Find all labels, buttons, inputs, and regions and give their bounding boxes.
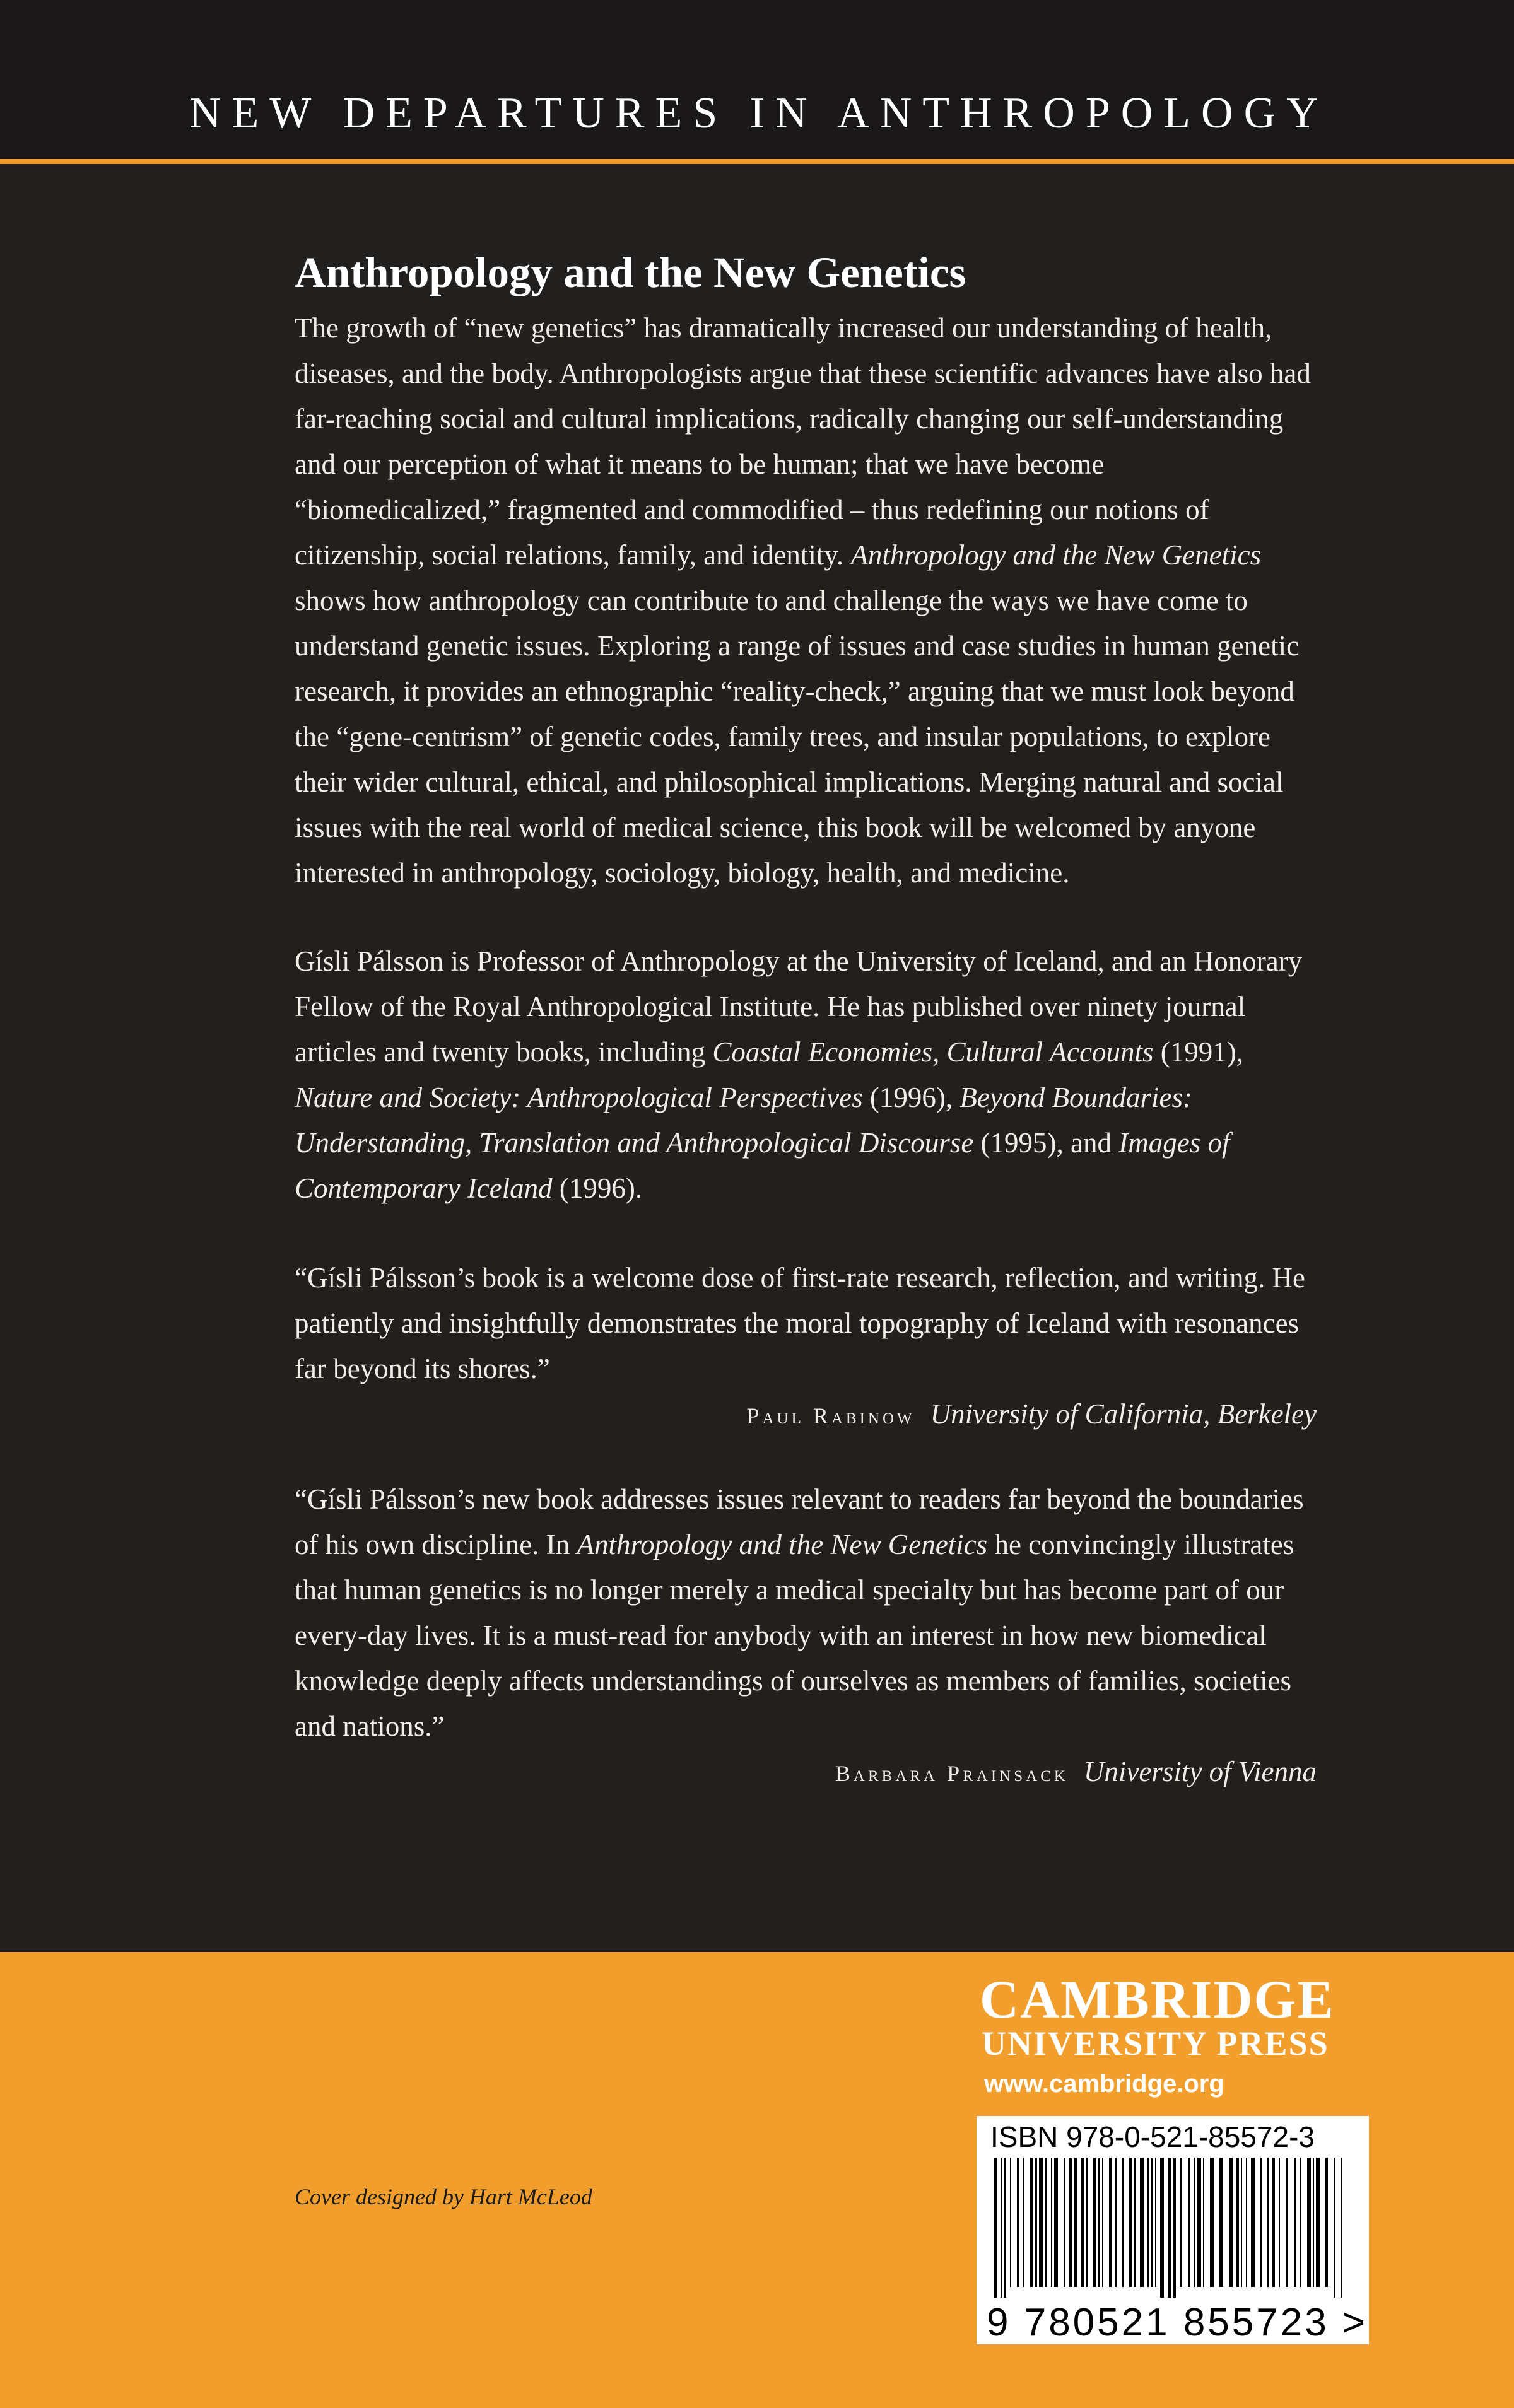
- barcode-bar: [1279, 2158, 1280, 2287]
- barcode-bar: [1229, 2158, 1233, 2287]
- publisher-logo-subname: UNIVERSITY PRESS: [982, 2025, 1329, 2062]
- endorser-name: Barbara Prainsack: [835, 1761, 1069, 1786]
- barcode-bar: [1236, 2158, 1239, 2287]
- barcode-bar: [1188, 2158, 1190, 2287]
- barcode-bar: [1054, 2158, 1058, 2287]
- publisher-url: www.cambridge.org: [984, 2070, 1224, 2098]
- endorsement-attribution-1: [295, 1391, 1317, 1439]
- barcode-bar: [1017, 2158, 1019, 2287]
- barcode-bar: [1102, 2158, 1103, 2287]
- barcode-bar: [1173, 2158, 1176, 2298]
- text-run: shows how anthropology can contribute to and challenge the ways we have come to understand genetic issues. Exploring a range of issues and case studies in human genetic research, it provides an ethnographic “reality-check,” arguing that we must look beyond the “gene-centrism” of genetic codes, family trees, and insular populations, to explore their wider cultural, ethical, and philosophical implications. Merging natural and social issues with the real world of medical science, this book will be welcomed by anyone interested in anthropology, sociology, biology, health, and medicine.: [295, 585, 1300, 889]
- barcode-bar: [1203, 2158, 1204, 2287]
- barcode-bar: [1334, 2158, 1335, 2298]
- barcode-bar: [1307, 2158, 1311, 2287]
- barcode-bar: [1069, 2158, 1072, 2287]
- barcode-bar: [1246, 2158, 1247, 2287]
- barcode-bar: [1155, 2158, 1156, 2287]
- barcode-bar: [1180, 2158, 1182, 2287]
- barcode-bar: [1260, 2158, 1262, 2287]
- barcode-bar: [1168, 2158, 1171, 2298]
- text-run: (1995), and: [973, 1127, 1119, 1159]
- endorser-affiliation: University of California, Berkeley: [930, 1398, 1317, 1430]
- isbn-barcode: [977, 2116, 1369, 2344]
- barcode-bar: [1313, 2158, 1314, 2287]
- series-rule: [0, 159, 1514, 164]
- text-run: The growth of “new genetics” has dramatically increased our understanding of health, diseases, and the body. Anthropologists argue that these scientific advances have also had far-reaching social and cultural implications, radically changing our self-understanding and our perception of what it means to be human; that we have become “biomedicalized,” fragmented and commodified – thus redefining our notions of citizenship, social relations, family, and identity.: [295, 312, 1311, 571]
- series-title: NEW DEPARTURES IN ANTHROPOLOGY: [189, 89, 1329, 137]
- barcode-bar: [1272, 2158, 1275, 2287]
- barcode-bar: [1001, 2158, 1002, 2298]
- barcode-digits: 9 780521 855723 >: [987, 2301, 1368, 2344]
- endorsement-quote-1: [295, 1255, 1317, 1391]
- barcode-bar: [1300, 2158, 1301, 2287]
- barcode-bar: [1045, 2158, 1047, 2287]
- barcode-bar: [1115, 2158, 1117, 2287]
- book-description: [295, 305, 1317, 896]
- barcode-bar: [1122, 2158, 1124, 2287]
- barcode-bar: [1194, 2158, 1195, 2287]
- barcode-bar: [1160, 2158, 1164, 2298]
- barcode-bar: [1316, 2158, 1320, 2287]
- barcode-bars: [983, 2158, 1363, 2298]
- text-run: he convincingly illustrates that human genetics is no longer merely a medical specialty but has become part of our every-day lives. It is a must-read for anybody with an interest in how new biomedical knowledge deeply affects understandings of ourselves as members of families, societies and nations.”: [295, 1529, 1294, 1742]
- barcode-bar: [1086, 2158, 1088, 2287]
- endorsement-attribution-2: [295, 1749, 1317, 1796]
- author-bio: [295, 938, 1317, 1211]
- barcode-bar: [1098, 2158, 1100, 2287]
- barcode-bar: [1294, 2158, 1296, 2287]
- text-run: Gísli Pálsson is Professor of Anthropology at the University of Iceland, and an Honorary Fellow of the Royal Anthropological Institute. He has published over ninety journal articles and twenty books, including: [295, 945, 1303, 1068]
- publisher-logo-name: CAMBRIDGE: [980, 1969, 1335, 2030]
- barcode-bar: [1064, 2158, 1065, 2287]
- text-run: (1996),: [862, 1082, 960, 1113]
- barcode-bar: [1039, 2158, 1043, 2287]
- barcode-bar: [1004, 2158, 1006, 2298]
- cover-credit: Cover designed by Hart McLeod: [295, 2184, 592, 2209]
- text-run: “Gísli Pálsson’s new book addresses issues relevant to readers far beyond the boundaries of his own discipline. In: [295, 1483, 1304, 1560]
- barcode-bar: [1251, 2158, 1255, 2287]
- barcode-bar: [1109, 2158, 1112, 2287]
- barcode-bar: [1325, 2158, 1328, 2287]
- barcode-bar: [1210, 2158, 1214, 2287]
- text-run: (1996).: [552, 1172, 643, 1204]
- barcode-bar: [1341, 2158, 1342, 2298]
- barcode-bar: [1197, 2158, 1201, 2287]
- italic-title-text: Anthropology and the New Genetics: [850, 539, 1262, 571]
- barcode-bar: [1241, 2158, 1242, 2287]
- barcode-bar: [1151, 2158, 1153, 2287]
- isbn-label: ISBN 978-0-521-85572-3: [990, 2120, 1315, 2153]
- barcode-bar: [1010, 2158, 1011, 2287]
- italic-title-text: Nature and Society: Anthropological Perspectives: [295, 1082, 863, 1113]
- series-header: [0, 0, 1514, 163]
- endorser-affiliation: University of Vienna: [1083, 1756, 1317, 1787]
- barcode-bar: [1129, 2158, 1132, 2287]
- book-title: Anthropology and the New Genetics: [295, 248, 966, 296]
- barcode-bar: [1035, 2158, 1037, 2287]
- barcode-bar: [1081, 2158, 1084, 2287]
- endorsement-quote-2: [295, 1476, 1317, 1749]
- italic-title-text: Anthropology and the New Genetics: [577, 1529, 988, 1560]
- barcode-bar: [1023, 2158, 1024, 2287]
- back-cover-content: [295, 241, 1317, 1796]
- barcode-bar: [1147, 2158, 1149, 2287]
- barcode-bar: [1140, 2158, 1144, 2287]
- barcode-bar: [1093, 2158, 1096, 2287]
- italic-title-text: Coastal Economies, Cultural Accounts: [712, 1036, 1154, 1068]
- barcode-bar: [1074, 2158, 1077, 2287]
- barcode-bar: [1267, 2158, 1269, 2287]
- text-run: “Gísli Pálsson’s book is a welcome dose of first-rate research, reflection, and writing. He patiently and insightfully demonstrates the moral topography of Iceland with resonances far beyond its shores.”: [295, 1262, 1306, 1384]
- barcode-bar: [1286, 2158, 1288, 2287]
- barcode-bar: [994, 2158, 997, 2298]
- barcode-bar: [1030, 2158, 1033, 2287]
- barcode-bar: [1134, 2158, 1136, 2287]
- endorser-name: Paul Rabinow: [746, 1403, 915, 1429]
- italic-title-text: Images of Contemporary Iceland: [295, 1127, 1230, 1204]
- italic-title-text: Beyond Boundaries: Understanding, Translation and Anthropological Discourse: [295, 1082, 1193, 1159]
- barcode-bar: [1051, 2158, 1052, 2287]
- barcode-bar: [1219, 2158, 1223, 2287]
- text-run: (1991),: [1153, 1036, 1244, 1068]
